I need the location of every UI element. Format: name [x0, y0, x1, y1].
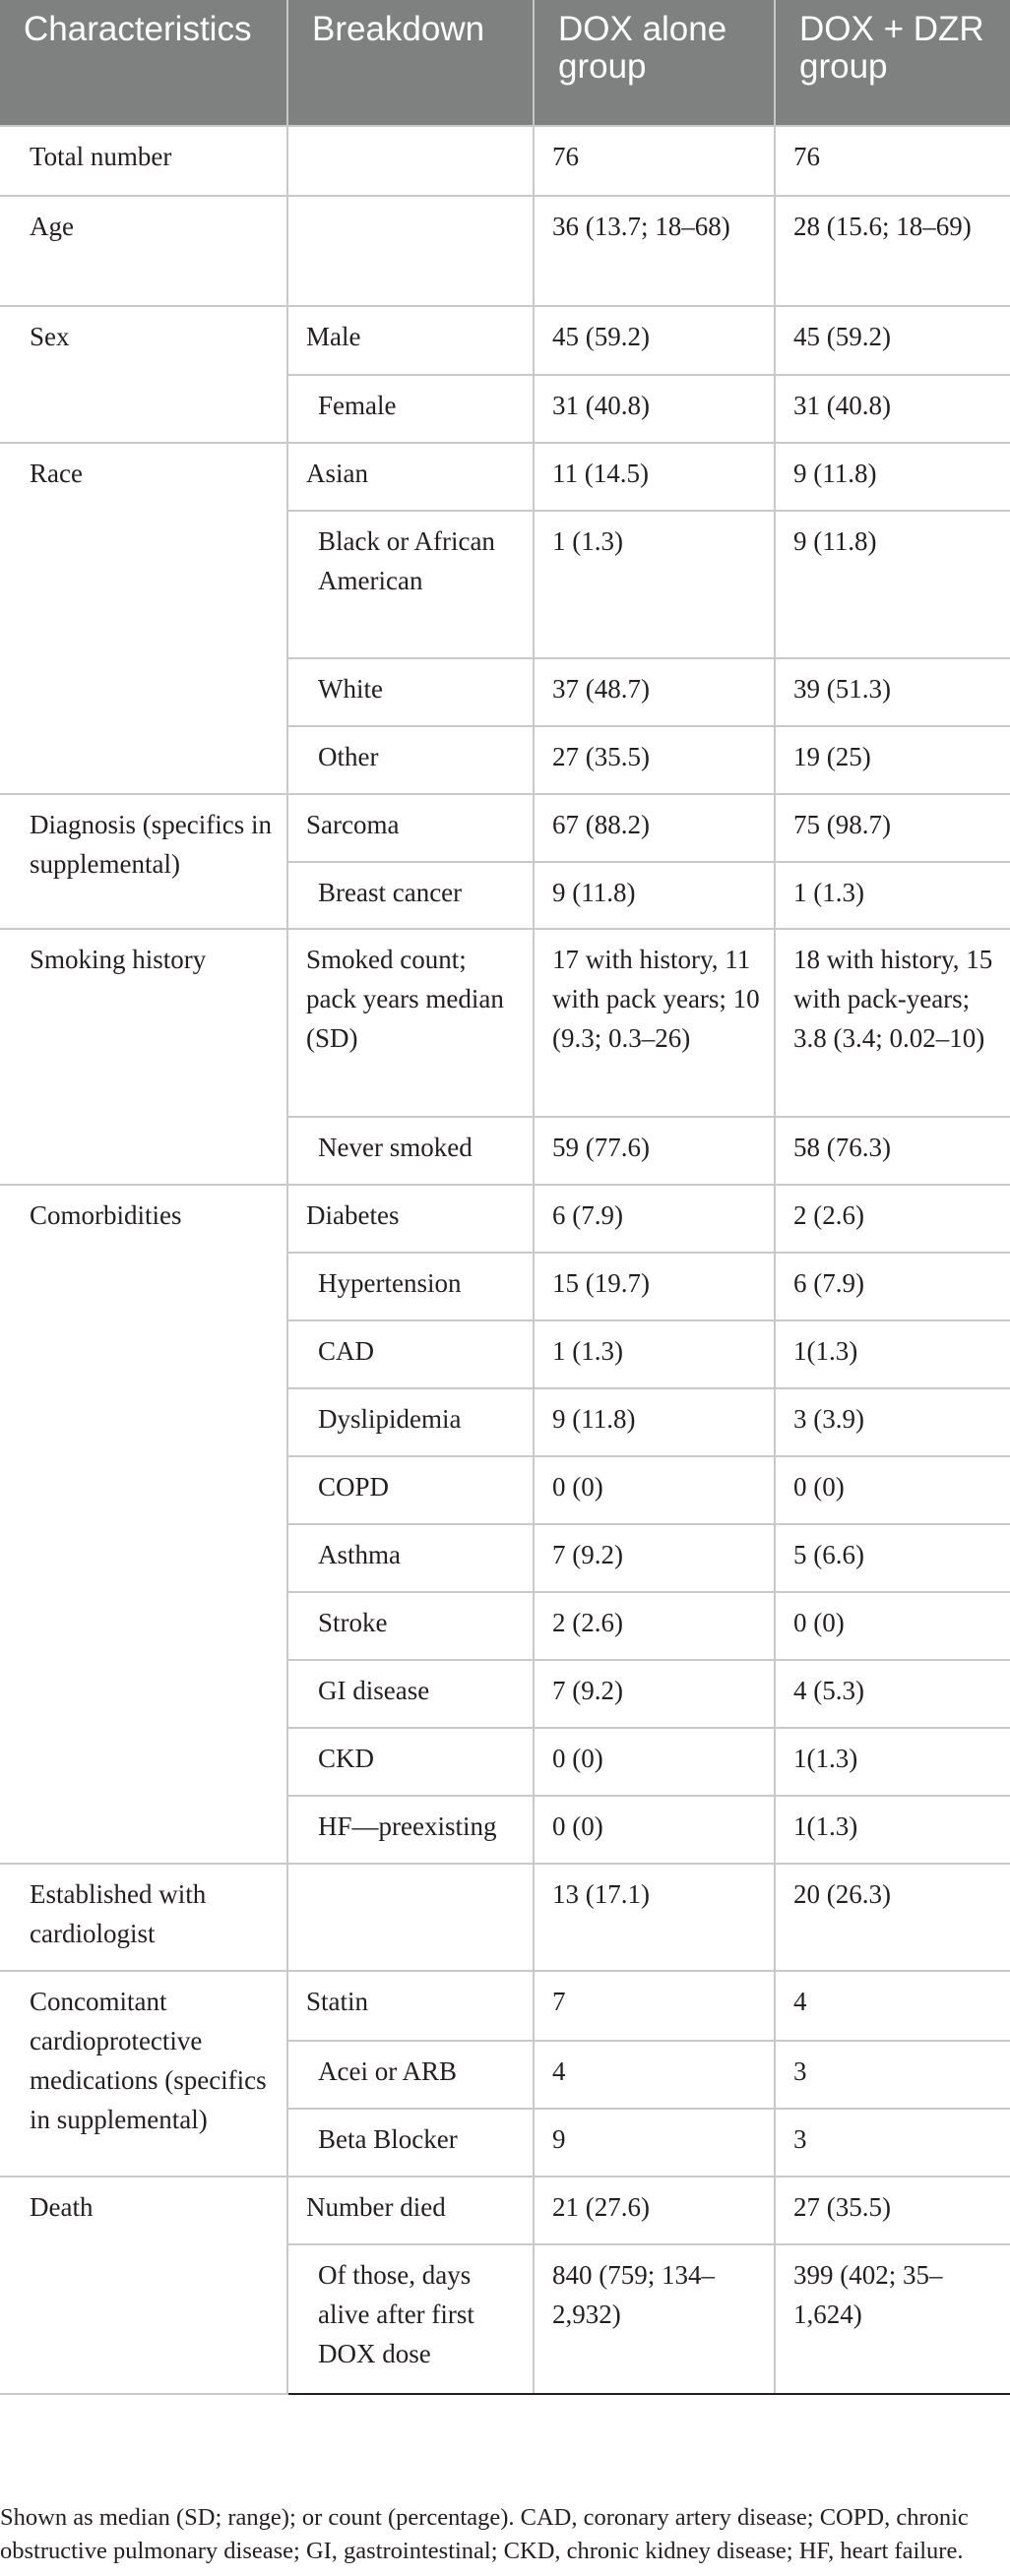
header-characteristics: Characteristics [0, 0, 287, 126]
dzr-value: 18 with history, 15 with pack-years; 3.8 (3.4; 0.02–10) [775, 929, 1010, 1117]
dox-value: 76 [534, 126, 775, 196]
dzr-value: 9 (11.8) [775, 443, 1010, 511]
breakdown-label: Female [287, 375, 534, 443]
dox-value: 0 (0) [534, 1796, 775, 1864]
table-row [0, 306, 1010, 375]
dzr-value: 3 (3.9) [775, 1388, 1010, 1456]
row-label: Race [0, 443, 287, 794]
breakdown-label: Number died [287, 2177, 534, 2244]
row-label: Death [0, 2177, 287, 2394]
row-label: Diagnosis (specifics in supplemental) [0, 794, 287, 929]
dzr-value: 0 (0) [775, 1592, 1010, 1660]
dox-value: 1 (1.3) [534, 511, 775, 658]
dox-value: 6 (7.9) [534, 1185, 775, 1253]
breakdown-label: Male [287, 306, 534, 375]
breakdown-label: Asian [287, 443, 534, 511]
dox-value: 9 [534, 2109, 775, 2177]
dox-value: 27 (35.5) [534, 726, 775, 794]
dox-value: 0 (0) [534, 1456, 775, 1524]
dzr-value: 75 (98.7) [775, 794, 1010, 862]
dox-value: 45 (59.2) [534, 306, 775, 375]
breakdown-label: Other [287, 726, 534, 794]
breakdown-label: Asthma [287, 1524, 534, 1592]
table-row [0, 1971, 1010, 2041]
breakdown-label: Hypertension [287, 1253, 534, 1320]
table-header-row [0, 0, 1010, 126]
dzr-value: 4 (5.3) [775, 1660, 1010, 1728]
breakdown-label: Breast cancer [287, 862, 534, 929]
table-footnote: Shown as median (SD; range); or count (percentage). CAD, coronary artery disease; COPD, chronic obstructive pulmonary disease; GI, gastrointestinal; CKD, chronic kidney disease; HF, heart failure. [0, 2504, 969, 2564]
table-row [0, 196, 1010, 306]
breakdown-label: COPD [287, 1456, 534, 1524]
dzr-value: 9 (11.8) [775, 511, 1010, 658]
table-row [0, 794, 1010, 862]
breakdown-label: CKD [287, 1728, 534, 1796]
dox-value: 9 (11.8) [534, 1388, 775, 1456]
dzr-value: 58 (76.3) [775, 1117, 1010, 1185]
dzr-value: 1 (1.3) [775, 862, 1010, 929]
breakdown-label: CAD [287, 1320, 534, 1388]
dox-value: 2 (2.6) [534, 1592, 775, 1660]
breakdown-label: Black or African American [287, 511, 534, 658]
header-dox-alone: DOX alone group [534, 0, 775, 126]
dzr-value: 0 (0) [775, 1456, 1010, 1524]
dzr-value: 39 (51.3) [775, 658, 1010, 726]
header-breakdown: Breakdown [287, 0, 534, 126]
dox-value: 1 (1.3) [534, 1320, 775, 1388]
dzr-value: 3 [775, 2041, 1010, 2109]
header-dox-dzr: DOX + DZR group [775, 0, 1010, 126]
dox-value: 17 with history, 11 with pack years; 10 (9.3; 0.3–26) [534, 929, 775, 1117]
dzr-value: 1(1.3) [775, 1320, 1010, 1388]
table-row [0, 443, 1010, 511]
dox-value: 7 [534, 1971, 775, 2041]
dox-value: 21 (27.6) [534, 2177, 775, 2244]
dox-value: 15 (19.7) [534, 1253, 775, 1320]
dzr-value: 28 (15.6; 18–69) [775, 196, 1010, 306]
table-row [0, 2177, 1010, 2244]
dox-value: 11 (14.5) [534, 443, 775, 511]
dzr-value: 2 (2.6) [775, 1185, 1010, 1253]
breakdown-label: Of those, days alive after first DOX dose [287, 2244, 534, 2394]
dzr-value: 1(1.3) [775, 1728, 1010, 1796]
breakdown-label: Acei or ARB [287, 2041, 534, 2109]
breakdown-label: GI disease [287, 1660, 534, 1728]
row-label: Established with cardiologist [0, 1864, 287, 1971]
row-label: Concomitant cardioprotective medications (specifics in supplemental) [0, 1971, 287, 2177]
breakdown-label: White [287, 658, 534, 726]
breakdown-label: Smoked count; pack years median (SD) [287, 929, 534, 1117]
table-row [0, 929, 1010, 1117]
dzr-value: 19 (25) [775, 726, 1010, 794]
dox-value: 0 (0) [534, 1728, 775, 1796]
dzr-value: 5 (6.6) [775, 1524, 1010, 1592]
dox-value: 36 (13.7; 18–68) [534, 196, 775, 306]
dox-value: 7 (9.2) [534, 1524, 775, 1592]
dzr-value: 76 [775, 126, 1010, 196]
breakdown-label: Statin [287, 1971, 534, 2041]
breakdown-label: Diabetes [287, 1185, 534, 1253]
breakdown-label: Never smoked [287, 1117, 534, 1185]
dzr-value: 399 (402; 35–1,624) [775, 2244, 1010, 2394]
row-label: Smoking history [0, 929, 287, 1185]
dox-value: 67 (88.2) [534, 794, 775, 862]
dox-value: 7 (9.2) [534, 1660, 775, 1728]
row-label: Age [0, 196, 287, 306]
dox-value: 9 (11.8) [534, 862, 775, 929]
dzr-value: 31 (40.8) [775, 375, 1010, 443]
breakdown-label: Stroke [287, 1592, 534, 1660]
dox-value: 4 [534, 2041, 775, 2109]
breakdown-label: Beta Blocker [287, 2109, 534, 2177]
dzr-value: 27 (35.5) [775, 2177, 1010, 2244]
breakdown-label: Dyslipidemia [287, 1388, 534, 1456]
dzr-value: 3 [775, 2109, 1010, 2177]
dzr-value: 45 (59.2) [775, 306, 1010, 375]
dzr-value: 20 (26.3) [775, 1864, 1010, 1971]
dzr-value: 1(1.3) [775, 1796, 1010, 1864]
row-label: Sex [0, 306, 287, 443]
table-row [0, 1185, 1010, 1253]
row-label: Total number [0, 126, 287, 196]
dox-value: 31 (40.8) [534, 375, 775, 443]
dzr-value: 6 (7.9) [775, 1253, 1010, 1320]
table-row [0, 126, 1010, 196]
row-label: Comorbidities [0, 1185, 287, 1864]
dox-value: 37 (48.7) [534, 658, 775, 726]
dox-value: 59 (77.6) [534, 1117, 775, 1185]
dox-value: 13 (17.1) [534, 1864, 775, 1971]
breakdown-label: Sarcoma [287, 794, 534, 862]
dzr-value: 4 [775, 1971, 1010, 2041]
breakdown-label: HF—preexisting [287, 1796, 534, 1864]
dox-value: 840 (759; 134–2,932) [534, 2244, 775, 2394]
table-row [0, 1864, 1010, 1971]
